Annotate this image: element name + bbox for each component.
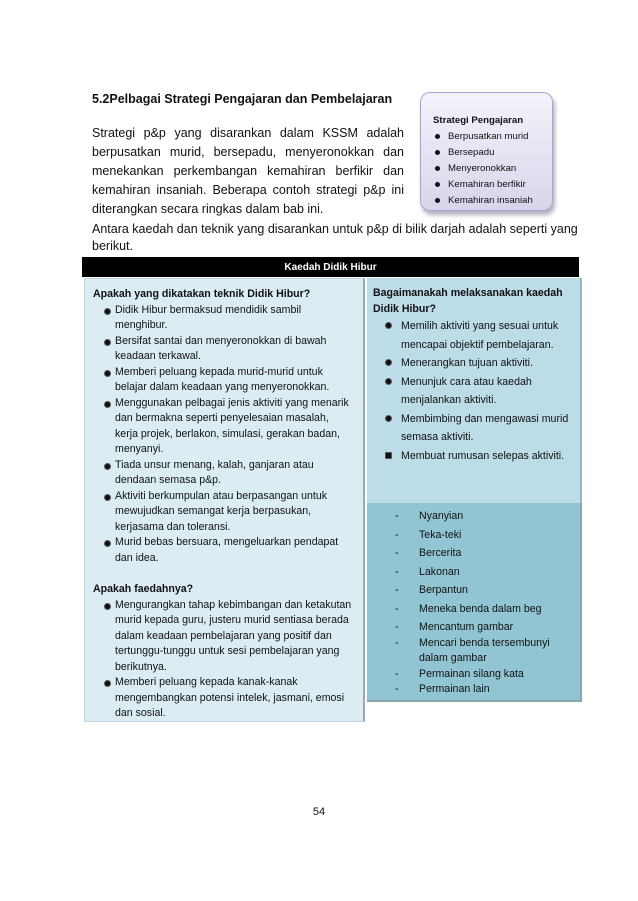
activity-item: - Mencari benda tersembunyi dalam gambar (395, 636, 550, 664)
page-number: 54 (312, 806, 326, 818)
activity-item: - Lakonan (395, 565, 460, 578)
bullet-icon (104, 603, 111, 610)
strategi-box-title: Strategi Pengajaran (433, 115, 524, 126)
bullet-icon (385, 359, 392, 366)
activity-item: - Mencantum gambar (395, 621, 514, 633)
left-question-1: Apakah yang dikatakan teknik Didik Hibur? (93, 288, 311, 300)
bullet-icon (385, 322, 392, 329)
list-item: Menunjuk cara atau kaedah menjalankan aktiviti. (373, 373, 572, 410)
list-item: Menerangkan tujuan aktiviti. (373, 354, 572, 373)
list-item: Tiada unsur menang, kalah, ganjaran atau dendaan semasa p&p. (93, 458, 353, 489)
strategi-item: Kemahiran insaniah (433, 193, 546, 209)
bullet-icon (385, 378, 392, 385)
list-item: Menggunakan pelbagai jenis aktiviti yang menarik dan bermakna seperti penyelesaian masalah, kerja projek, berlakon, simulasi, gerakan badan, menyanyi. (93, 396, 353, 458)
list-item: Membimbing dan mengawasi murid semasa aktiviti. (373, 410, 572, 447)
list-item: Mengurangkan tahap kebimbangan dan ketakutan murid kepada guru, justeru murid sentiasa berada dalam keadaan pembelajaran yang positif dan tertunggu-tunggu untuk sesi pembelajaran yang berikutnya. (93, 598, 353, 676)
left-panel (84, 278, 365, 722)
section-heading: 5.2Pelbagai Strategi Pengajaran dan Pembelajaran (92, 92, 393, 106)
bullet-icon (104, 540, 111, 547)
activity-item: - Berpantun (395, 584, 468, 596)
list-item: Bersifat santai dan menyeronokkan di bawah keadaan terkawal. (93, 334, 353, 365)
bullet-icon (104, 308, 111, 315)
left-question-2: Apakah faedahnya? (93, 583, 194, 595)
activity-item: - Bercerita (395, 547, 462, 559)
bullet-icon (104, 370, 111, 377)
bullet-icon (435, 182, 440, 187)
bullet-icon (435, 166, 440, 171)
strategi-item: Kemahiran berfikir (433, 177, 546, 193)
strategi-pengajaran-box (420, 92, 553, 211)
bullet-icon (385, 415, 392, 422)
list-item: Memilih aktiviti yang sesuai untuk mencapai objektif pembelajaran. (373, 317, 572, 354)
right-top-panel (367, 278, 582, 503)
list-item: Membuat rumusan selepas aktiviti. (373, 447, 572, 466)
kaedah-didik-hibur-title: Kaedah Didik Hibur (82, 257, 579, 277)
bullet-icon (435, 134, 440, 139)
bullet-icon (104, 494, 111, 501)
list-item: Memberi peluang kepada kanak-kanak mengembangkan potensi intelek, jasmani, emosi dan sosial. (93, 675, 353, 722)
intro-paragraph: Strategi p&p yang disarankan dalam KSSM adalah berpusatkan murid, bersepadu, menyeronokkan dan menekankan perkembangan kemahiran berfikir dan kemahiran insaniah. Beberapa contoh strategi p&p ini diterangkan secara ringkas dalam bab ini. (92, 126, 404, 216)
bullet-icon (104, 463, 111, 470)
bullet-icon (435, 150, 440, 155)
activity-item: - Meneka benda dalam beg (395, 602, 542, 615)
antara-paragraph: Antara kaedah dan teknik yang disarankan untuk p&p di bilik darjah adalah seperti yang berikut. (92, 222, 578, 253)
list-item: Memberi peluang kepada murid-murid untuk belajar dalam keadaan yang menyeronokkan. (93, 365, 353, 396)
list-item: Aktiviti berkumpulan atau berpasangan untuk mewujudkan semangat kerja berpasukan, kerjasama dan toleransi. (93, 489, 353, 536)
strategi-item: Menyeronokkan (433, 161, 546, 177)
right-question: Bagaimanakah melaksanakan kaedah Didik Hibur? (373, 287, 563, 315)
activity-item: - Permainan silang kata (395, 667, 524, 680)
list-item: Didik Hibur bermaksud mendidik sambil menghibur. (93, 303, 353, 334)
activity-item: - Teka-teki (395, 528, 462, 541)
activity-item: - Permainan lain (395, 683, 490, 695)
right-bottom-panel (367, 503, 582, 702)
strategi-item: Berpusatkan murid (433, 129, 546, 145)
list-item: Murid bebas bersuara, mengeluarkan pendapat dan idea. (93, 535, 353, 566)
bullet-icon (104, 680, 111, 687)
strategi-item: Bersepadu (433, 145, 546, 161)
bullet-icon (104, 339, 111, 346)
bullet-icon (104, 401, 111, 408)
bullet-icon (435, 198, 440, 203)
activity-item: - Nyanyian (395, 510, 464, 522)
square-bullet-icon (385, 452, 392, 459)
